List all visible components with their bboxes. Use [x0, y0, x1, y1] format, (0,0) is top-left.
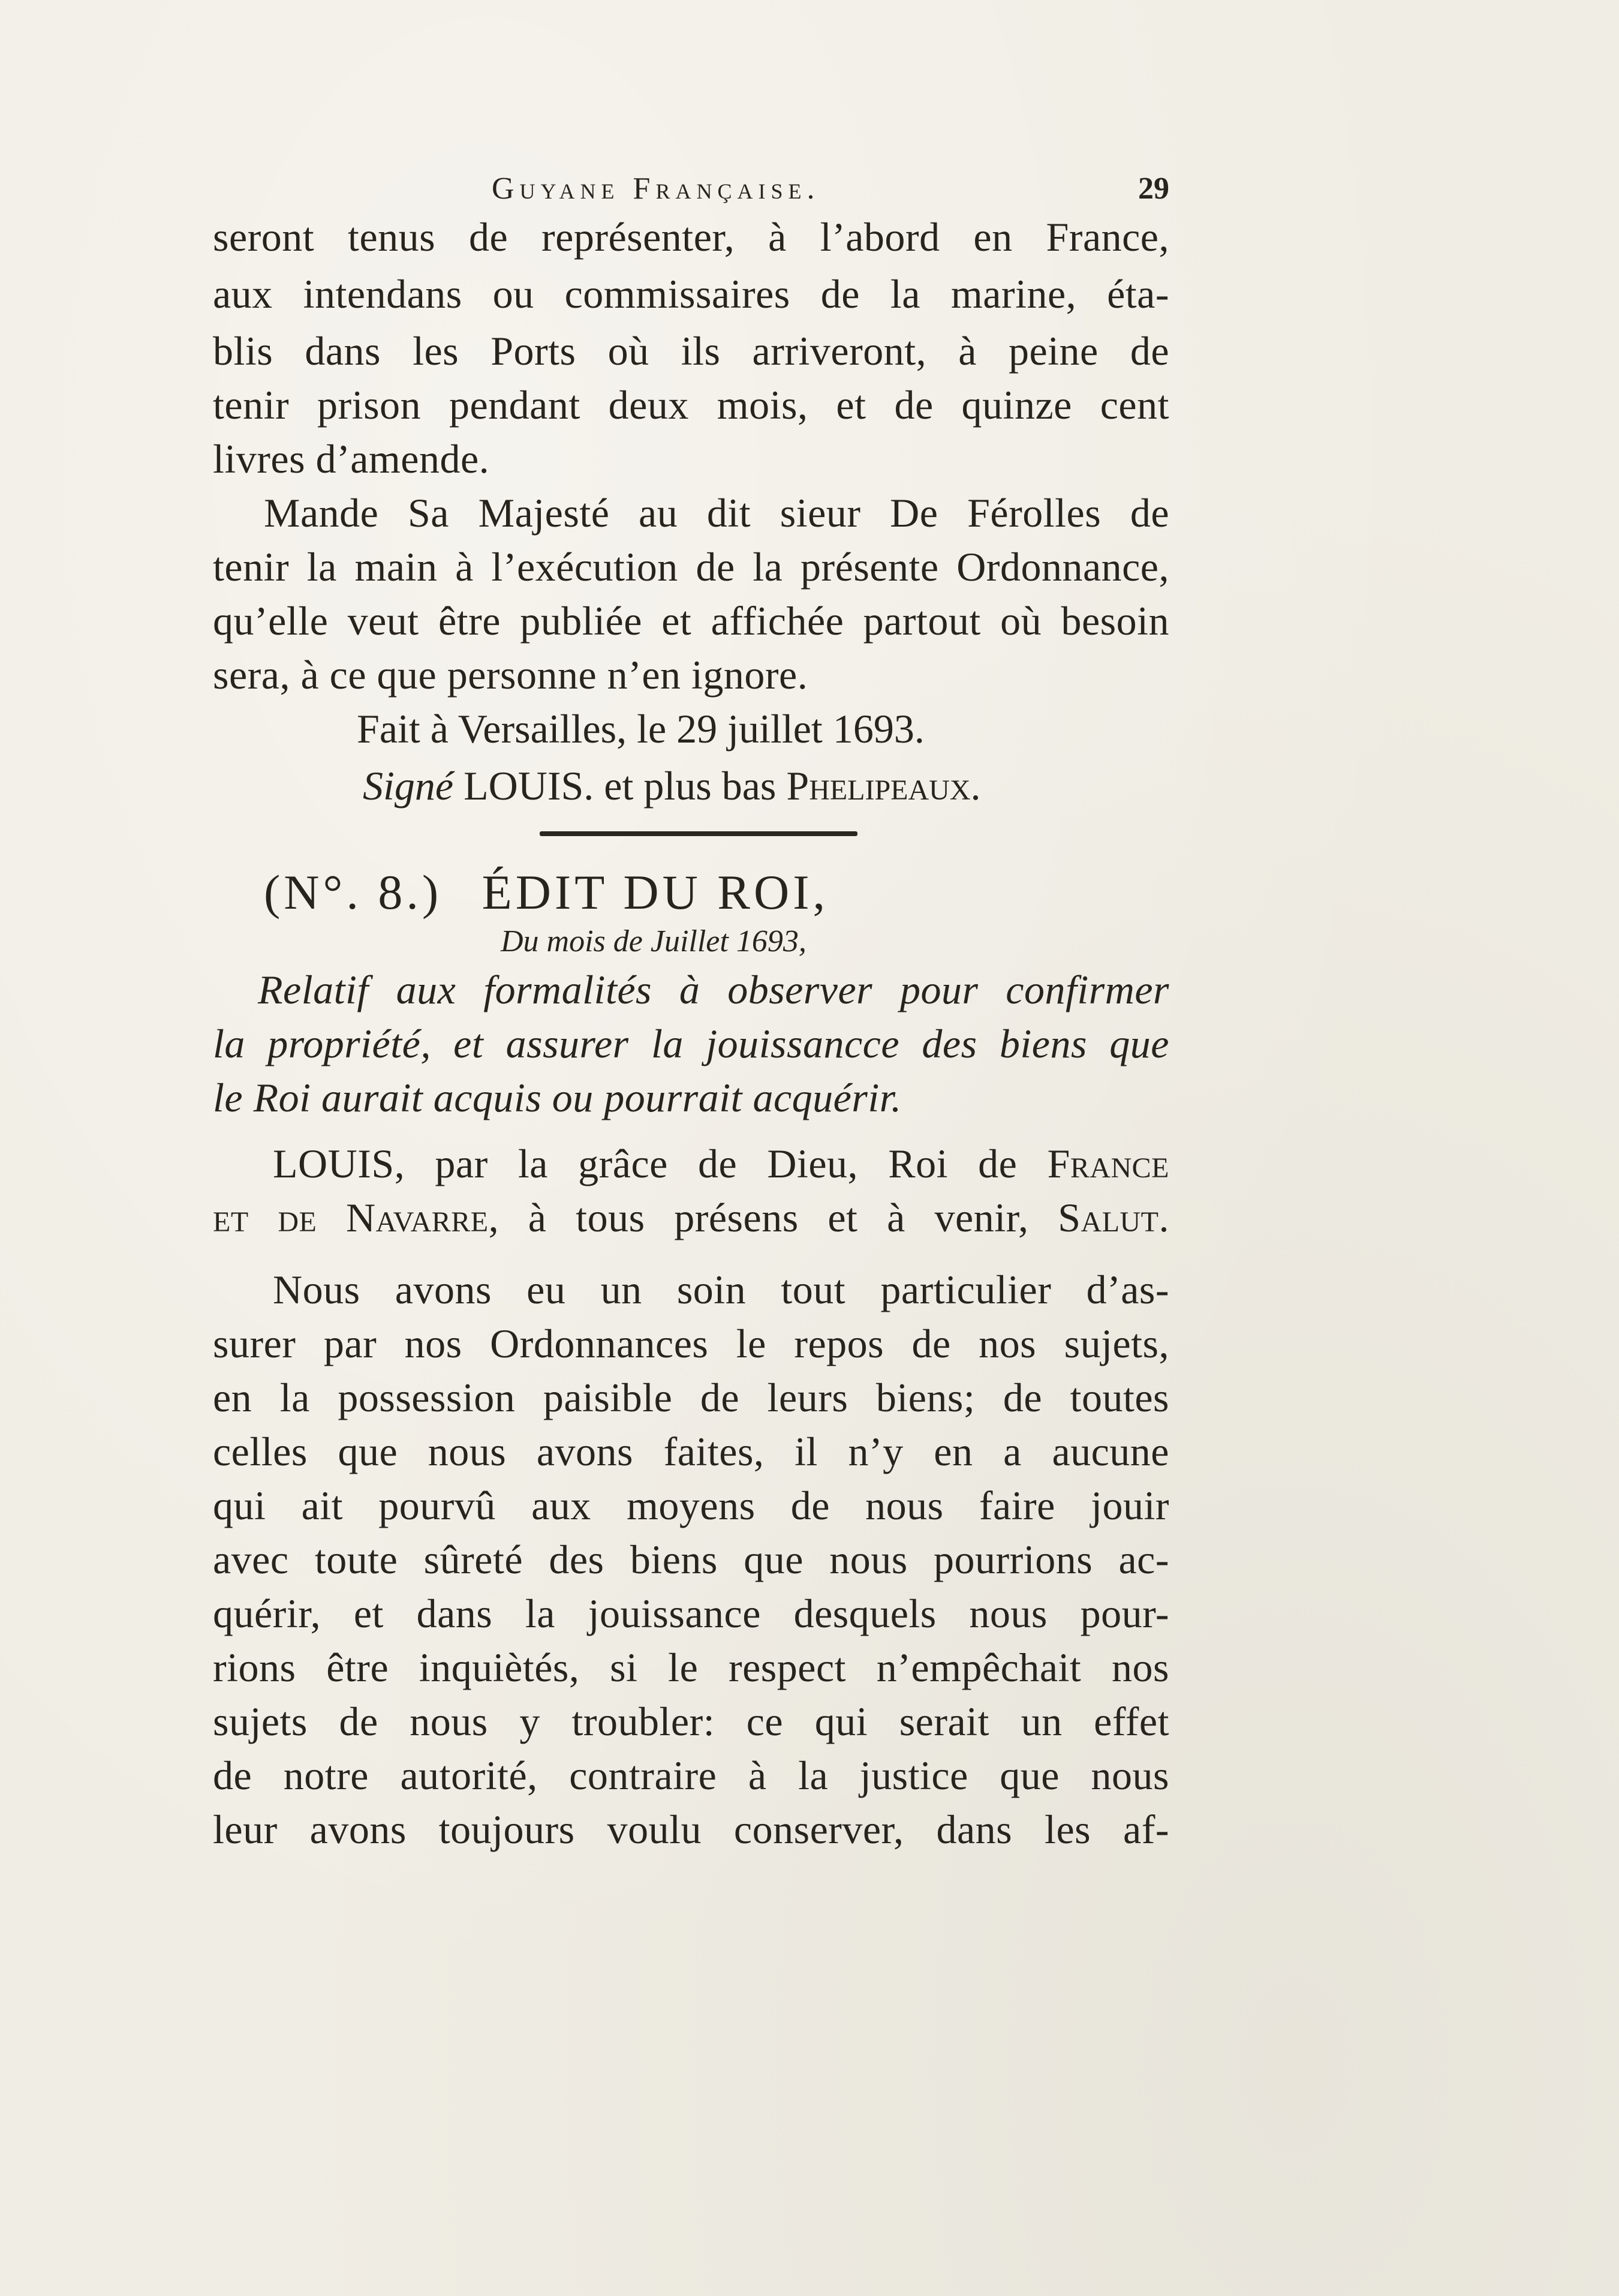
paragraph-line: Nous avons eu un soin tout particulier d’as- [273, 1267, 1169, 1312]
paragraph-line: en la possession paisible de leurs biens; de toutes [213, 1375, 1169, 1420]
paragraph-line: rions être inquiètés, si le respect n’empêchait nos [213, 1645, 1169, 1690]
preamble-line [213, 1194, 1169, 1242]
minister-name: Phelipeaux. [786, 763, 981, 809]
paragraph-line: quérir, et dans la jouissance desquels nous pour- [213, 1591, 1169, 1636]
preamble-line [273, 1140, 1169, 1188]
edict-subject-line: la propriété, et assurer la jouissancce des biens que [213, 1021, 1169, 1066]
paragraph-line: qui ait pourvû aux moyens de nous faire jouir [213, 1483, 1169, 1528]
preamble-text: LOUIS, par la grâce de Dieu, Roi de [273, 1141, 1048, 1186]
paragraph-line: surer par nos Ordonnances le repos de nos sujets, [213, 1321, 1169, 1366]
preamble-navarre: Navarre [346, 1195, 489, 1240]
section-rule [540, 831, 857, 836]
paragraph-line: leur avons toujours voulu conserver, dans les af- [213, 1807, 1169, 1852]
signed-rest: LOUIS. et plus bas [453, 763, 787, 809]
place-date-line: Fait à Versailles, le 29 juillet 1693. [357, 706, 925, 752]
paragraph-line: sujets de nous y troubler: ce qui serait un effet [213, 1699, 1169, 1744]
paragraph-line: tenir prison pendant deux mois, et de quinze cent [213, 382, 1169, 428]
paragraph-line: de notre autorité, contraire à la justice que nous [213, 1753, 1169, 1798]
signed-word: Signé [363, 763, 454, 809]
edict-date: Du mois de Juillet 1693, [501, 924, 807, 958]
signature-line [363, 762, 981, 810]
preamble-salut: Salut. [1058, 1195, 1170, 1240]
page-number: 29 [1138, 172, 1169, 206]
paragraph-line: tenir la main à l’exécution de la présente Ordonnance, [213, 544, 1169, 590]
paragraph-line: Mande Sa Majesté au dit sieur De Férolles de [264, 490, 1169, 536]
edict-heading [264, 864, 829, 921]
paragraph-line: qu’elle veut être publiée et affichée partout où besoin [213, 598, 1169, 644]
paragraph-line: aux intendans ou commissaires de la marine, éta- [213, 271, 1169, 317]
running-head-title: Guyane Française. [492, 172, 820, 206]
paragraph-line: blis dans les Ports où ils arriveront, à peine de [213, 328, 1169, 374]
paragraph-line: livres d’amende. [213, 436, 490, 482]
edict-subject-line: Relatif aux formalités à observer pour confirmer [258, 967, 1169, 1012]
edict-subject-line: le Roi aurait acquis ou pourrait acquérir. [213, 1075, 902, 1120]
paragraph-line: seront tenus de représenter, à l’abord en France, [213, 214, 1169, 260]
paragraph-line: celles que nous avons faites, il n’y en a aucune [213, 1429, 1169, 1474]
edict-title: ÉDIT DU ROI, [482, 865, 829, 919]
preamble-text: , à tous présens et à venir, [488, 1195, 1058, 1240]
paragraph-line: avec toute sûreté des biens que nous pourrions ac- [213, 1537, 1169, 1582]
paragraph-line: sera, à ce que personne n’en ignore. [213, 652, 808, 698]
edict-number: (N°. 8.) [264, 865, 443, 919]
preamble-et-de: et de [213, 1195, 347, 1240]
preamble-france: France [1047, 1141, 1169, 1186]
